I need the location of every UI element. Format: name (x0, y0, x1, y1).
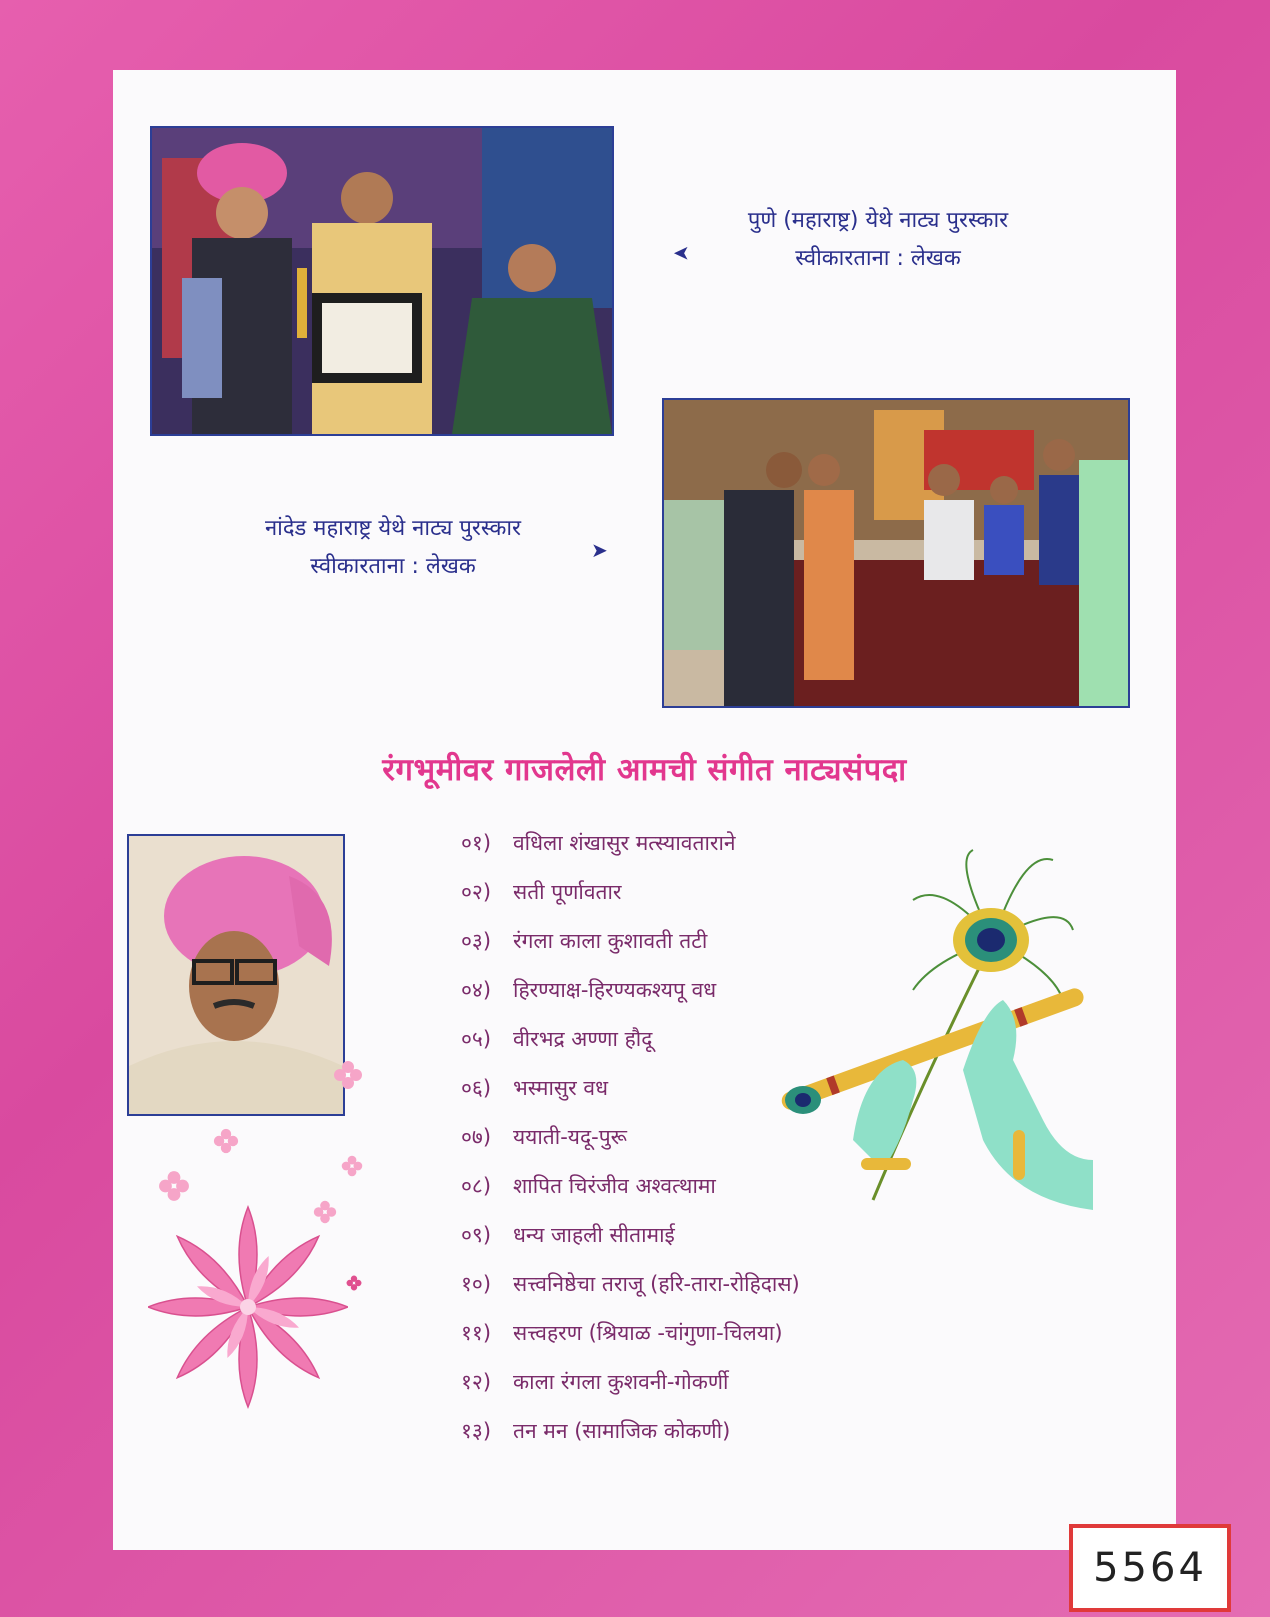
peacock-feather-flute-icon (763, 840, 1093, 1220)
nanded-caption-line2: स्वीकारताना : लेखक (310, 554, 476, 579)
pune-caption-arrow: ➤ (673, 242, 690, 266)
play-number: ०२) (461, 879, 492, 904)
play-number: ०१) (461, 830, 492, 855)
list-item (461, 1259, 800, 1308)
nanded-caption-line1: नांदेड महाराष्ट्र येथे नाट्य पुरस्कार (264, 516, 522, 541)
small-flower-icon (313, 1200, 337, 1224)
play-number: ०३) (461, 928, 492, 953)
pune-caption (688, 202, 1068, 278)
play-title: सत्त्वनिष्ठेचा तराजू (हरि-तारा-रोहिदास) (513, 1271, 800, 1296)
pune-caption-line1: पुणे (महाराष्ट्र) येथे नाट्य पुरस्कार (747, 208, 1009, 233)
play-title: शापित चिरंजीव अश्वत्थामा (513, 1173, 716, 1198)
list-item (461, 965, 800, 1014)
small-flower-icon (333, 1060, 363, 1090)
list-item (461, 916, 800, 965)
small-flower-icon (341, 1155, 363, 1177)
play-number: १०) (461, 1271, 492, 1296)
play-number: १३) (461, 1418, 492, 1443)
stamp-number: 5564 (1093, 1545, 1207, 1591)
play-number: ०९) (461, 1222, 492, 1247)
author-portrait (127, 834, 345, 1116)
nanded-caption (213, 510, 573, 586)
play-number: ०८) (461, 1173, 492, 1198)
pune-caption-line2: स्वीकारताना : लेखक (795, 246, 961, 271)
list-item (461, 1210, 800, 1259)
play-number: ११) (461, 1320, 492, 1345)
play-number: १२) (461, 1369, 492, 1394)
list-item (461, 1014, 800, 1063)
lotus-flower-icon (148, 1205, 348, 1410)
plays-list (461, 818, 800, 1455)
play-number: ०६) (461, 1075, 492, 1100)
play-title: भस्मासुर वध (513, 1075, 608, 1100)
play-title: वधिला शंखासुर मत्स्यावताराने (513, 830, 736, 855)
small-flower-icon (346, 1275, 362, 1291)
play-number: ०५) (461, 1026, 492, 1051)
play-title: धन्य जाहली सीतामाई (513, 1222, 675, 1247)
nanded-award-photo (662, 398, 1130, 708)
play-title: सती पूर्णावतार (513, 879, 622, 904)
nanded-caption-arrow: ➤ (591, 538, 608, 562)
small-flower-icon (213, 1128, 239, 1154)
small-flower-icon (158, 1170, 190, 1202)
play-title: हिरण्याक्ष-हिरण्यकश्यपू वध (513, 977, 717, 1002)
play-title: ययाती-यदू-पुरू (513, 1124, 627, 1149)
play-title: रंगला काला कुशावती तटी (513, 928, 708, 953)
play-title: वीरभद्र अण्णा हौदू (513, 1026, 653, 1051)
play-number: ०४) (461, 977, 492, 1002)
play-title: तन मन (सामाजिक कोकणी) (513, 1418, 731, 1443)
page-stamp (1069, 1524, 1231, 1612)
play-number: ०७) (461, 1124, 492, 1149)
list-item (461, 867, 800, 916)
list-item (461, 1161, 800, 1210)
play-title: काला रंगला कुशवनी-गोकर्णी (513, 1369, 729, 1394)
list-item (461, 1112, 800, 1161)
list-item (461, 1357, 800, 1406)
pune-award-photo (150, 126, 614, 436)
list-item (461, 818, 800, 867)
document-page (113, 70, 1176, 1550)
section-heading: रंगभूमीवर गाजलेली आमची संगीत नाट्यसंपदा (382, 752, 907, 788)
play-title: सत्त्वहरण (श्रियाळ -चांगुणा-चिलया) (513, 1320, 783, 1345)
list-item (461, 1308, 800, 1357)
list-item (461, 1063, 800, 1112)
list-item (461, 1406, 800, 1455)
